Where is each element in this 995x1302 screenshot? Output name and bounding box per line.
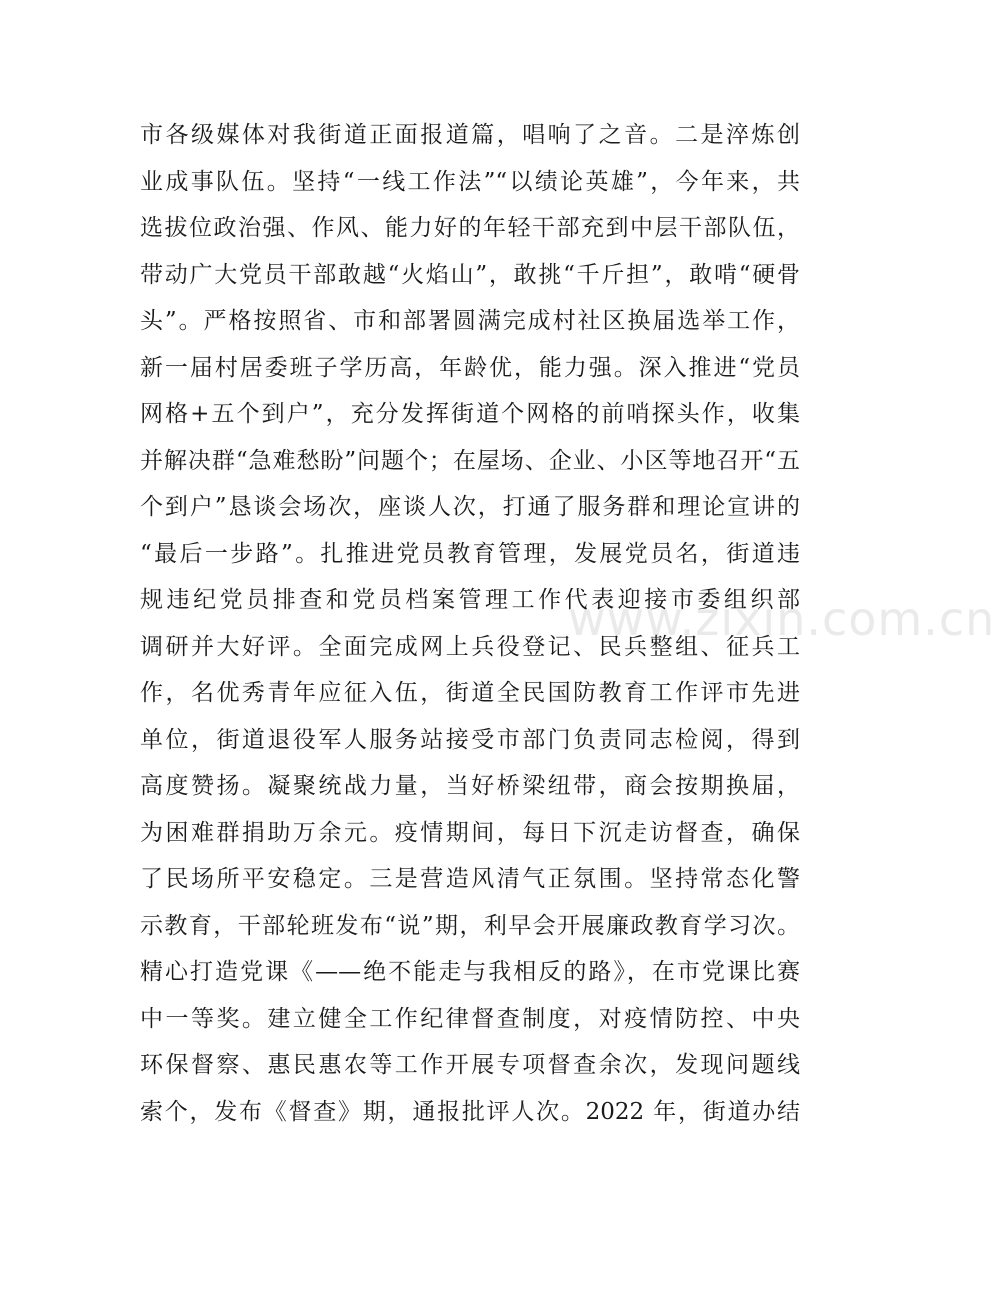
text-line-6: 新一届村居委班子学历高，年龄优，能力强。深入推进“党员 [140,354,800,381]
text-line-1: 市各级媒体对我街道正面报道篇，唱响了之音。二是淬炼创 [140,122,800,148]
text-line-11: 规违纪党员排查和党员档案管理工作代表迎接市委组织部 [140,587,800,613]
text-line-22: 索个，发布《督查》期，通报批评人次。2022 年，街道办结 [140,1098,800,1125]
text-line-14: 单位，街道退役军人服务站接受市部门负责同志检阅，得到 [140,726,800,753]
text-line-13: 作，名优秀青年应征入伍，街道全民国防教育工作评市先进 [140,680,800,706]
text-line-3: 选拔位政治强、作风、能力好的年轻干部充到中层干部队伍， [140,215,800,241]
text-line-18: 示教育，干部轮班发布“说”期，利早会开展廉政教育学习次。 [140,912,800,939]
text-line-21: 环保督察、惠民惠农等工作开展专项督查余次，发现问题线 [140,1052,800,1078]
text-line-19: 精心打造党课《——绝不能走与我相反的路》，在市党课比赛 [140,959,800,985]
text-line-10: “最后一步路”。扎推进党员教育管理，发展党员名，街道违 [140,540,800,567]
body-text [140,112,800,1135]
text-line-4: 带动广大党员干部敢越“火焰山”，敢挑“千斤担”，敢啃“硬骨 [140,261,800,288]
text-line-20: 中一等奖。建立健全工作纪律督查制度，对疫情防控、中央 [140,1005,800,1032]
text-line-16: 为困难群捐助万余元。疫情期间，每日下沉走访督查，确保 [140,819,800,846]
text-line-7: 网格+五个到户”，充分发挥街道个网格的前哨探头作，收集 [140,401,800,427]
text-line-12: 调研并大好评。全面完成网上兵役登记、民兵整组、征兵工 [140,633,800,660]
watermark: www.zixin.com.cn [568,592,995,646]
text-line-2: 业成事队伍。坚持“一线工作法”“以绩论英雄”，今年来，共 [140,168,800,195]
text-line-8: 并解决群“急难愁盼”问题个；在屋场、企业、小区等地召开“五 [140,447,800,474]
text-line-15: 高度赞扬。凝聚统战力量，当好桥梁纽带，商会按期换届， [140,773,800,799]
text-line-5: 头”。严格按照省、市和部署圆满完成村社区换届选举工作， [140,308,800,334]
text-line-17: 了民场所平安稳定。三是营造风清气正氛围。坚持常态化警 [140,866,800,892]
text-line-9: 个到户”恳谈会场次，座谈人次，打通了服务群和理论宣讲的 [140,494,800,520]
